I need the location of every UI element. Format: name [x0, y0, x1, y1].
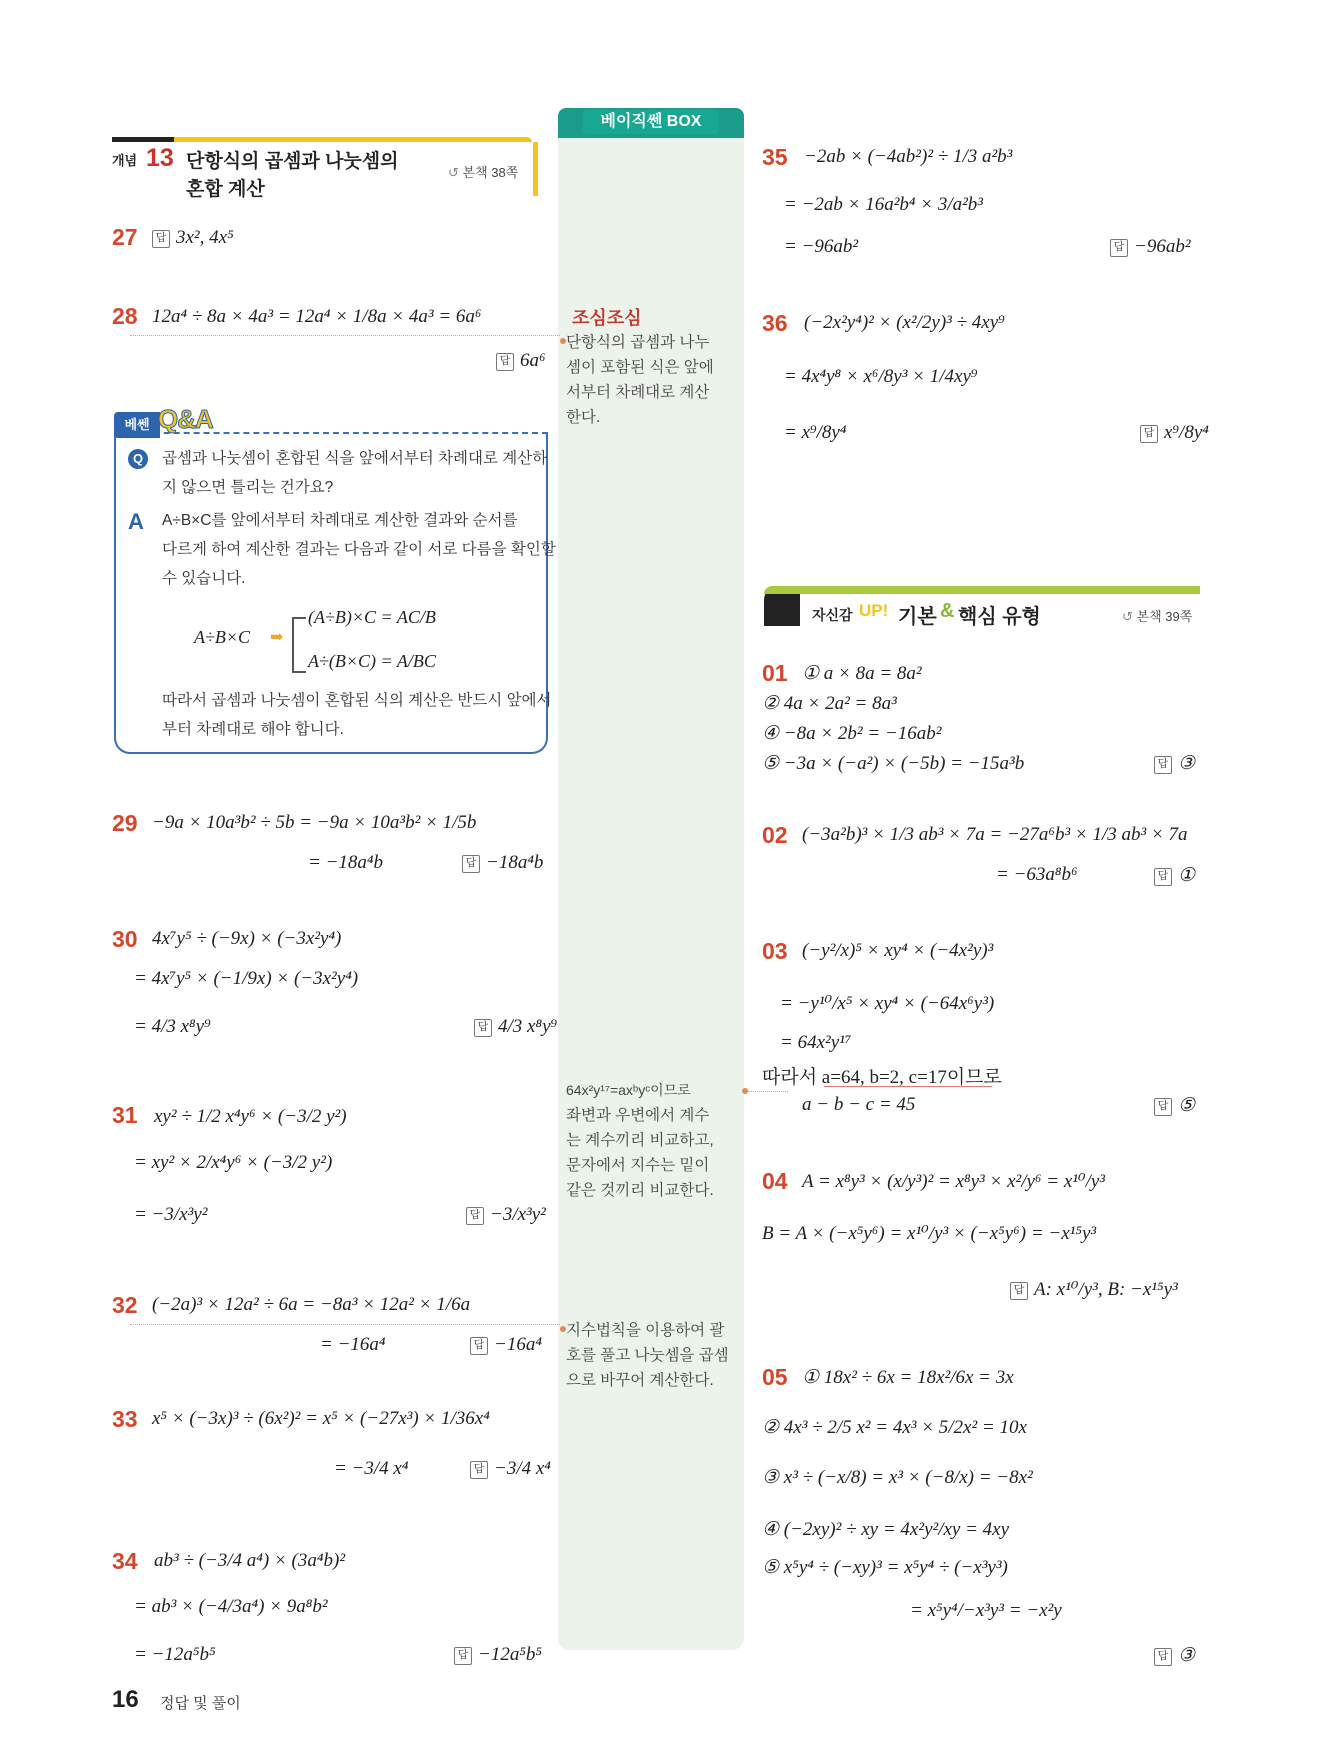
- section-header-bar-green: [764, 586, 1200, 594]
- section-header-up: UP!: [859, 601, 889, 620]
- problem-33-line2: = −3/4 x⁴: [334, 1458, 409, 1479]
- answer-mark-icon: 답: [1154, 868, 1172, 886]
- problem-04-number: 04: [762, 1168, 788, 1194]
- concept-title-line1: 단항식의 곱셈과 나눗셈의: [186, 151, 399, 172]
- problem-01-line1: ① a × 8a = 8a²: [802, 663, 922, 684]
- problem-36-number: 36: [762, 310, 788, 336]
- answer-mark-icon: 답: [1154, 756, 1172, 774]
- problem-29-answer-text: −18a⁴b: [486, 852, 544, 873]
- problem-35-line3: = −96ab²: [784, 236, 859, 257]
- side-note2-line1: 64x²y¹⁷=axᵇyᶜ이므로: [566, 1082, 691, 1098]
- problem-05-line5: ⑤ x⁵y⁴ ÷ (−xy)³ = x⁵y⁴ ÷ (−x³y³): [762, 1557, 1008, 1578]
- problem-31-answer-text: −3/x³y²: [490, 1204, 546, 1225]
- answer-mark-icon: 답: [462, 855, 480, 873]
- qa-question-line2: 지 않으면 틀리는 건가요?: [162, 479, 334, 496]
- section-header-title-a: 기본: [898, 606, 937, 628]
- problem-35-line1: −2ab × (−4ab²)² ÷ 1/3 a²b³: [804, 146, 1013, 167]
- problem-05-line1: ① 18x² ÷ 6x = 18x²/6x = 3x: [802, 1367, 1014, 1388]
- problem-32-line1: (−2a)³ × 12a² ÷ 6a = −8a³ × 12a² × 1/6a: [152, 1294, 471, 1315]
- section-header-title-b: 핵심 유형: [958, 606, 1041, 628]
- problem-33-answer: [470, 1458, 551, 1480]
- problem-31-answer: [466, 1204, 546, 1226]
- side-note3-line1: 지수법칙을 이용하여 괄: [566, 1322, 725, 1339]
- problem-31-number: 31: [112, 1102, 138, 1128]
- problem-30-number: 30: [112, 926, 138, 952]
- footer-page-number: 16: [112, 1686, 139, 1713]
- qa-answer-line1: A÷B×C를 앞에서부터 차례대로 계산한 결과와 순서를: [162, 512, 518, 529]
- problem-32-answer-text: −16a⁴: [494, 1334, 542, 1355]
- problem-01-line4: ⑤ −3a × (−a²) × (−5b) = −15a³b: [762, 753, 1025, 774]
- side-note1-title: 조심조심: [572, 308, 642, 328]
- answer-mark-icon: 답: [454, 1647, 472, 1665]
- problem-27-answer: [152, 227, 234, 249]
- problem-01-number: 01: [762, 660, 788, 686]
- problem-31-line1: xy² ÷ 1/2 x⁴y⁶ × (−3/2 y²): [154, 1106, 347, 1127]
- problem-34-line3: = −12a⁵b⁵: [134, 1644, 216, 1665]
- refresh-icon: ↺: [1122, 609, 1133, 624]
- answer-mark-icon: 답: [1154, 1098, 1172, 1116]
- problem-33-line1: x⁵ × (−3x)³ ÷ (6x²)² = x⁵ × (−27x³) × 1/36x⁴: [152, 1408, 490, 1429]
- problem-04-answer: [1010, 1278, 1178, 1301]
- side-note2-line3: 는 계수끼리 비교하고,: [566, 1132, 714, 1149]
- problem-03-answer-text: ⑤: [1178, 1095, 1196, 1116]
- concept-header-bar-dark: [112, 137, 174, 142]
- problem-02-answer-text: ①: [1178, 865, 1196, 886]
- problem-01-answer-text: ③: [1178, 753, 1196, 774]
- refresh-icon: ↺: [448, 165, 459, 180]
- section-header-amp: &: [940, 600, 955, 622]
- problem-35-answer-text: −96ab²: [1134, 236, 1191, 257]
- problem-31-line3: = −3/x³y²: [134, 1204, 208, 1225]
- problem-30-line3: = 4/3 x⁸y⁹: [134, 1016, 211, 1037]
- ref-link-left-label: 본책 38쪽: [462, 165, 519, 180]
- problem-04-answer-text: A: x¹⁰/y³, B: −x¹⁵y³: [1034, 1279, 1178, 1300]
- ref-link-right[interactable]: [1122, 606, 1192, 625]
- answer-mark-icon: 답: [1010, 1282, 1028, 1300]
- problem-36-line1: (−2x²y⁴)² × (x²/2y)³ ÷ 4xy⁹: [804, 312, 1005, 333]
- side-note2-line5: 같은 것끼리 비교한다.: [566, 1182, 714, 1199]
- problem-04-line2: B = A × (−x⁵y⁶) = x¹⁰/y³ × (−x⁵y⁶) = −x¹⁵y³: [762, 1223, 1097, 1244]
- problem-32-line2: = −16a⁴: [320, 1334, 386, 1355]
- problem-03-number: 03: [762, 938, 788, 964]
- problem-03-answer: [1154, 1094, 1195, 1117]
- qa-branch2: A÷(B×C) = A/BC: [308, 651, 436, 671]
- footer-label: 정답 및 풀이: [160, 1695, 241, 1712]
- problem-03-line1: (−y²/x)⁵ × xy⁴ × (−4x²y)³: [802, 940, 994, 961]
- problem-32-dotted-leader: [130, 1324, 560, 1325]
- problem-34-answer: [454, 1644, 542, 1666]
- answer-mark-icon: 답: [152, 230, 170, 248]
- problem-29-line1: −9a × 10a³b² ÷ 5b = −9a × 10a³b² × 1/5b: [152, 812, 477, 833]
- qa-answer-line3: 수 있습니다.: [162, 570, 246, 587]
- answer-mark-icon: 답: [1140, 425, 1158, 443]
- problem-34-answer-text: −12a⁵b⁵: [478, 1644, 543, 1665]
- problem-03-line5: a − b − c = 45: [802, 1094, 916, 1115]
- basic-box-tab-label: 베이직쎈 BOX: [583, 110, 719, 134]
- side-note3-line3: 으로 바꾸어 계산한다.: [566, 1372, 714, 1389]
- answer-mark-icon: 답: [470, 1461, 488, 1479]
- answer-mark-icon: 답: [1110, 239, 1128, 257]
- problem-05-line6: = x⁵y⁴/−x³y³ = −x²y: [910, 1600, 1062, 1621]
- qa-bracket: [292, 617, 306, 673]
- problem-05-answer: [1154, 1644, 1195, 1667]
- problem-36-answer: [1140, 422, 1209, 444]
- problem-36-line3: = x⁹/8y⁴: [784, 422, 847, 443]
- problem-32-number: 32: [112, 1292, 138, 1318]
- ref-link-right-label: 본책 39쪽: [1136, 609, 1193, 624]
- problem-29-line2: = −18a⁴b: [308, 852, 383, 873]
- qa-expression: A÷B×C: [194, 627, 251, 647]
- problem-01-line3: ④ −8a × 2b² = −16ab²: [762, 723, 942, 744]
- problem-05-line2: ② 4x³ ÷ 2/5 x² = 4x³ × 5/2x² = 10x: [762, 1417, 1027, 1438]
- problem-03-line2: = −y¹⁰/x⁵ × xy⁴ × (−64x⁶y³): [780, 993, 995, 1014]
- concept-number: 13: [146, 144, 174, 172]
- side-note2-leader: [748, 1091, 788, 1092]
- problem-05-line4: ④ (−2xy)² ÷ xy = 4x²y²/xy = 4xy: [762, 1519, 1010, 1540]
- qa-a-mark: A: [128, 509, 144, 534]
- problem-01-answer: [1154, 752, 1195, 775]
- problem-03-line3: = 64x²y¹⁷: [780, 1032, 852, 1053]
- problem-34-line1: ab³ ÷ (−3/4 a⁴) × (3a⁴b)²: [154, 1550, 346, 1571]
- problem-03-underline: [824, 1086, 992, 1087]
- problem-27-answer-text: 3x², 4x⁵: [176, 227, 234, 248]
- side-note1-line4: 한다.: [566, 409, 601, 426]
- problem-35-number: 35: [762, 144, 788, 170]
- section-header-small: 자신감: [812, 607, 853, 623]
- problem-05-answer-text: ③: [1178, 1645, 1196, 1666]
- problem-34-line2: = ab³ × (−4/3a⁴) × 9a⁸b²: [134, 1596, 328, 1617]
- problem-02-line2: = −63a⁸b⁶: [996, 864, 1078, 885]
- concept-header-bar-right: [533, 142, 538, 196]
- problem-04-line1: A = x⁸y³ × (x/y³)² = x⁸y³ × x²/y⁶ = x¹⁰/y³: [802, 1171, 1105, 1192]
- qa-arrow-icon: ➡: [270, 629, 284, 646]
- problem-03-line4: 따라서 a=64, b=2, c=17이므로: [762, 1067, 1002, 1088]
- problem-30-line1: 4x⁷y⁵ ÷ (−9x) × (−3x²y⁴): [152, 928, 342, 949]
- concept-title-line2: 혼합 계산: [186, 179, 265, 200]
- qa-answer-line2: 다르게 하여 계산한 결과는 다음과 같이 서로 다름을 확인할: [162, 541, 556, 558]
- problem-30-answer-text: 4/3 x⁸y⁹: [498, 1016, 558, 1037]
- problem-36-line2: = 4x⁴y⁸ × x⁶/8y³ × 1/4xy⁹: [784, 366, 978, 387]
- qa-q-mark: Q: [128, 449, 148, 469]
- problem-33-answer-text: −3/4 x⁴: [494, 1458, 551, 1479]
- problem-33-number: 33: [112, 1406, 138, 1432]
- problem-30-answer: [474, 1016, 557, 1038]
- qa-conclusion-line1: 따라서 곱셈과 나눗셈이 혼합된 식의 계산은 반드시 앞에서: [162, 692, 552, 709]
- answer-mark-icon: 답: [470, 1337, 488, 1355]
- problem-02-answer: [1154, 864, 1195, 887]
- problem-02-line1: (−3a²b)³ × 1/3 ab³ × 7a = −27a⁶b³ × 1/3 ab³ × 7a: [802, 824, 1188, 845]
- qa-branch1: (A÷B)×C = AC/B: [308, 607, 436, 627]
- problem-32-answer: [470, 1334, 542, 1356]
- side-note3-line2: 호를 풀고 나눗셈을 곱셈: [566, 1347, 729, 1364]
- problem-28-answer: [496, 350, 546, 372]
- answer-mark-icon: 답: [1154, 1648, 1172, 1666]
- qa-question-line1: 곱셈과 나눗셈이 혼합된 식을 앞에서부터 차례대로 계산하: [162, 450, 548, 467]
- problem-05-line3: ③ x³ ÷ (−x/8) = x³ × (−8/x) = −8x²: [762, 1467, 1033, 1488]
- qa-badge: Q&A: [158, 404, 213, 434]
- problem-28-line1: 12a⁴ ÷ 8a × 4a³ = 12a⁴ × 1/8a × 4a³ = 6a⁶: [152, 306, 482, 327]
- problem-35-line2: = −2ab × 16a²b⁴ × 3/a²b³: [784, 194, 984, 215]
- problem-35-answer: [1110, 236, 1191, 258]
- side-note1-line2: 셈이 포함된 식은 앞에: [566, 359, 714, 376]
- side-note1-line3: 서부터 차례대로 계산: [566, 384, 710, 401]
- side-note2-line2: 좌변과 우변에서 계수: [566, 1107, 710, 1124]
- problem-30-line2: = 4x⁷y⁵ × (−1/9x) × (−3x²y⁴): [134, 968, 359, 989]
- answer-mark-icon: 답: [496, 353, 514, 371]
- problem-31-line2: = xy² × 2/x⁴y⁶ × (−3/2 y²): [134, 1152, 333, 1173]
- qa-conclusion-line2: 부터 차례대로 해야 합니다.: [162, 721, 344, 738]
- concept-header-bar-yellow: [174, 137, 532, 142]
- answer-mark-icon: 답: [474, 1019, 492, 1037]
- side-note2-line4: 문자에서 지수는 밑이: [566, 1157, 710, 1174]
- problem-36-answer-text: x⁹/8y⁴: [1164, 422, 1209, 443]
- problem-34-number: 34: [112, 1548, 138, 1574]
- problem-01-line2: ② 4a × 2a² = 8a³: [762, 693, 897, 714]
- concept-label: 개념: [112, 153, 138, 168]
- problem-28-answer-text: 6a⁶: [520, 350, 546, 371]
- qa-label: 베쎈: [114, 412, 160, 438]
- answer-mark-icon: 답: [466, 1207, 484, 1225]
- problem-29-answer: [462, 852, 543, 874]
- problem-28-number: 28: [112, 303, 138, 329]
- problem-29-number: 29: [112, 810, 138, 836]
- problem-27-number: 27: [112, 224, 138, 250]
- ref-link-left[interactable]: [448, 162, 518, 181]
- problem-05-number: 05: [762, 1364, 788, 1390]
- side-note1-line1: 단항식의 곱셈과 나누: [566, 334, 710, 351]
- problem-28-dotted-leader: [130, 335, 560, 336]
- problem-02-number: 02: [762, 822, 788, 848]
